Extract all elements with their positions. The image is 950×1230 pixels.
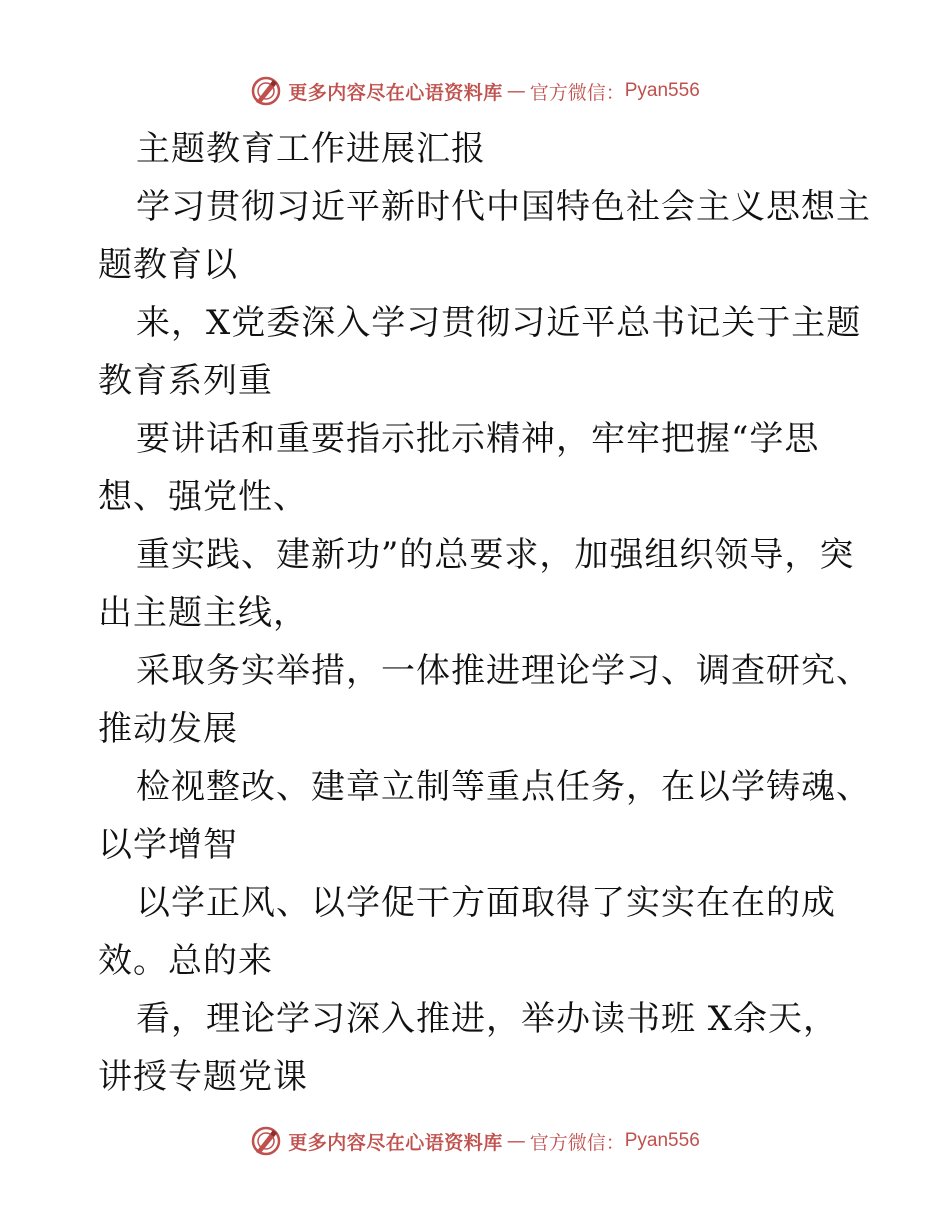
header-wechat-id: Pyan556 — [624, 80, 700, 101]
document-line: 来，X党委深入学习贯彻习近平总书记关于主题 — [136, 303, 862, 343]
document-line: 要讲话和重要指示批示精神，牢牢把握“学思 — [136, 419, 820, 459]
pen-logo-icon — [250, 1125, 282, 1157]
footer-official-label: 官方微信： — [529, 1131, 625, 1154]
pen-logo-icon — [250, 75, 282, 107]
document-line: 题教育以 — [98, 245, 238, 285]
document-line: 以学正风、以学促干方面取得了实实在在的成 — [136, 883, 836, 923]
document-line: 效。总的来 — [98, 941, 273, 981]
document-line: 学习贯彻习近平新时代中国特色社会主义思想主 — [136, 187, 871, 227]
document-body — [98, 120, 878, 1106]
header-official-label: 官方微信： — [529, 81, 625, 104]
document-line: 重实践、建新功”的总要求，加强组织领导，突 — [136, 535, 855, 575]
header-banner — [0, 74, 950, 108]
document-line: 采取务实举措，一体推进理论学习、调查研究、 — [136, 651, 871, 691]
header-dash: — — [506, 80, 526, 102]
footer-promo-text: 更多内容尽在心语资料库 — [288, 1131, 503, 1154]
document-line: 看，理论学习深入推进，举办读书班 X余天， — [136, 999, 839, 1039]
document-line: 出主题主线， — [98, 593, 308, 633]
footer-dash: — — [506, 1130, 526, 1152]
document-line: 检视整改、建章立制等重点任务，在以学铸魂、 — [136, 767, 871, 807]
document-line: 主题教育工作进展汇报 — [136, 129, 486, 169]
footer-banner — [0, 1124, 950, 1158]
document-line: 推动发展 — [98, 709, 238, 749]
footer-wechat-id: Pyan556 — [624, 1130, 700, 1151]
document-line: 以学增智 — [98, 825, 238, 865]
document-line: 讲授专题党课 — [98, 1057, 308, 1097]
document-line: 教育系列重 — [98, 361, 273, 401]
document-line: 想、强党性、 — [98, 477, 308, 517]
header-promo-text: 更多内容尽在心语资料库 — [288, 81, 503, 104]
